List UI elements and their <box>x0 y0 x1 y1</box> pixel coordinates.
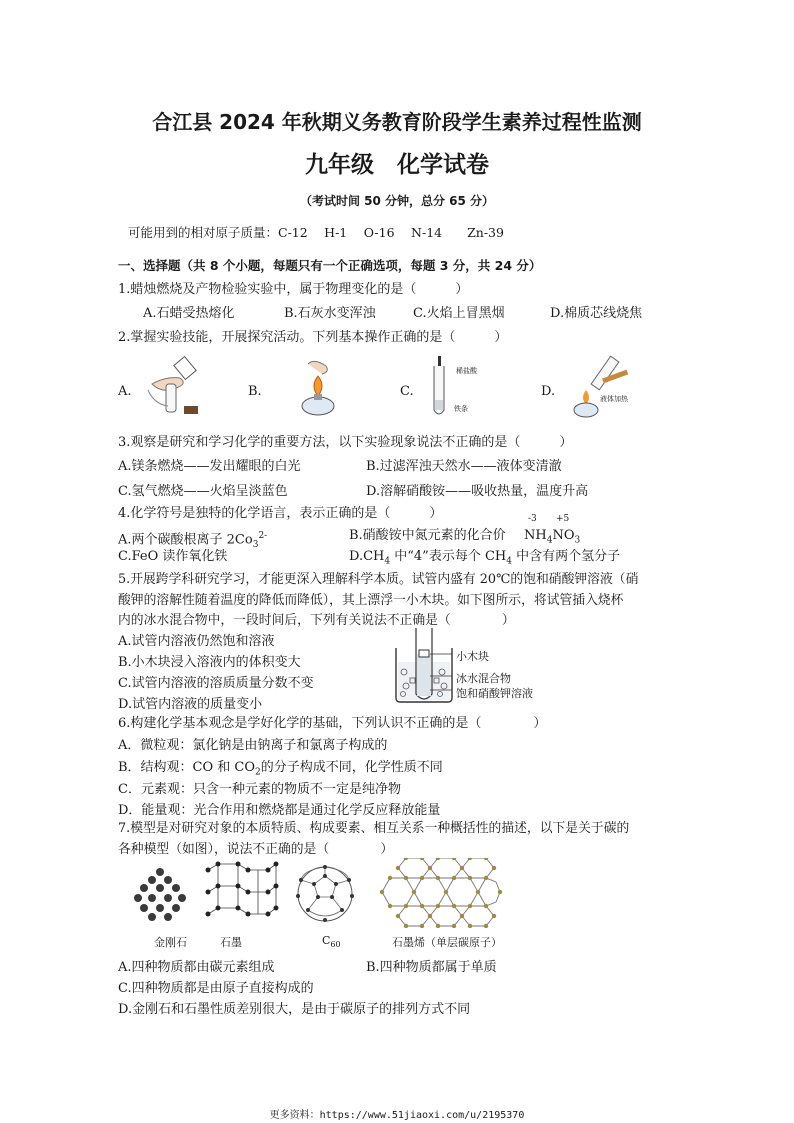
q1-option-b: B.石灰水变浑浊 <box>284 306 376 321</box>
q4-option-b: B.硝酸铵中氮元素的化合价 <box>349 528 506 543</box>
heating-liquid-illustration <box>566 354 632 420</box>
q5-option-c: C.试管内溶液的溶质质量分数不变 <box>118 676 314 691</box>
q2-option-d: D. <box>541 384 556 399</box>
test-tube-illustration <box>426 356 456 418</box>
q7-option-b: B.四种物质都属于单质 <box>366 960 497 975</box>
caption-diamond: 金刚石 <box>154 936 187 949</box>
q3-option-a: A.镁条燃烧——发出耀眼的白光 <box>118 459 301 474</box>
caption-graphene: 石墨烯（单层碳原子） <box>392 936 502 949</box>
q5-stem-line2: 酸钾的溶解性随着温度的降低而降低），其上漂浮一小木块。如下图所示，将试管插入烧杯 <box>118 593 624 608</box>
q1-option-c: C.火焰上冒黑烟 <box>413 306 505 321</box>
q4-formula-4: 4 <box>546 535 553 546</box>
q2-option-c: C. <box>400 384 414 399</box>
q6-option-b-1: B．结构观：CO 和 CO <box>118 760 256 775</box>
q4-option-c: C.FeO 读作氧化铁 <box>118 549 228 564</box>
label-ice-water-mixture: 冰水混合物 <box>456 672 511 685</box>
q4-oxidation-n1: -3 <box>528 514 537 524</box>
caption-c60-c: C <box>322 934 331 947</box>
q5-option-b: B.小木块浸入溶液内的体积变大 <box>118 655 301 670</box>
q7-option-d: D.金刚石和石墨性质差别很大，是由于碳原子的排列方式不同 <box>118 1002 471 1017</box>
q4-option-a-sub: 3 <box>252 539 259 550</box>
q4-stem: 4.化学符号是独特的化学语言，表示正确的是（ ） <box>118 506 443 521</box>
q7-option-c: C.四种物质都是由原子直接构成的 <box>118 981 314 996</box>
q3-option-c: C.氢气燃烧——火焰呈淡蓝色 <box>118 484 288 499</box>
label-iron-strip: 铁条 <box>454 405 468 413</box>
q1-option-d: D.棉质芯线烧焦 <box>550 306 643 321</box>
q5-stem-line1: 5.开展跨学科研究学习，才能更深入理解科学本质。试管内盛有 20℃的饱和硝酸钾溶液（硝 <box>118 572 639 587</box>
q4-option-d-sub1: 4 <box>384 556 391 567</box>
graphite-model-illustration <box>204 860 280 926</box>
q4-formula-nh: NH <box>524 528 547 543</box>
label-dilute-hcl: 稀盐酸 <box>456 367 477 375</box>
q3-option-d: D.溶解硝酸铵——吸收热量，温度升高 <box>366 484 589 499</box>
exam-info: （考试时间 50 分钟，总分 65 分） <box>299 194 495 208</box>
q7-stem-line2: 各种模型（如图），说法不正确的是（ ） <box>118 842 394 857</box>
c60-model-illustration <box>294 862 356 926</box>
q5-option-a: A.试管内溶液仍然饱和溶液 <box>118 634 275 649</box>
q5-option-d: D.试管内溶液的质量变小 <box>118 697 263 712</box>
q4-option-d-2: 中“4”表示每个 CH <box>390 549 507 564</box>
q4-formula-no: NO <box>552 528 575 543</box>
q6-stem: 6.构建化学基本观念是学好化学的基础，下列认识不正确的是（ ） <box>118 716 547 731</box>
exam-title: 合江县 2024 年秋期义务教育阶段学生素养过程性监测 <box>152 110 642 134</box>
q4-oxidation-n2: +5 <box>556 514 570 524</box>
q2-stem: 2.掌握实验技能，开展探究活动。下列基本操作正确的是（ ） <box>118 330 508 345</box>
q4-ammonium-nitrate-formula <box>524 528 580 549</box>
q4-option-d-1: D.CH <box>349 549 385 564</box>
q4-formula-3: 3 <box>574 535 581 546</box>
q1-option-a: A.石蜡受热熔化 <box>143 306 235 321</box>
q7-option-a: A.四种物质都由碳元素组成 <box>118 960 275 975</box>
q6-option-b-sub: 2 <box>255 767 261 778</box>
footer-more-resources-link[interactable]: 更多资料：https://www.51jiaoxi.com/u/2195370 <box>269 1110 525 1121</box>
caption-graphite: 石墨 <box>220 936 242 949</box>
label-liquid-heating: 液体加热 <box>600 395 628 403</box>
q7-stem-line1: 7.模型是对研究对象的本质特质、构成要素、相互关系一种概括性的描述，以下是关于碳的 <box>118 821 630 836</box>
beaker-label-lines <box>430 650 454 696</box>
q4-option-d-sub2: 4 <box>506 556 512 567</box>
atomic-masses: 可能用到的相对原子质量：C-12 H-1 O-16 N-14 Zn-39 <box>128 225 504 240</box>
q4-option-a-sup: 2- <box>258 531 268 541</box>
q4-option-d-3: 中含有两个氢分子 <box>511 549 621 564</box>
q1-stem: 1.蜡烛燃烧及产物检验实验中，属于物理变化的是（ ） <box>118 282 469 297</box>
q4-option-a-text: A.两个碳酸根离子 2Co <box>118 532 253 548</box>
exam-subtitle: 九年级 化学试卷 <box>305 151 489 178</box>
label-small-wood-block: 小木块 <box>456 650 489 663</box>
caption-c60-sub: 60 <box>330 940 341 950</box>
section-1-heading: 一、选择题（共 8 个小题，每题只有一个正确选项，每题 3 分，共 24 分） <box>118 258 542 273</box>
label-saturated-kno3-solution: 饱和硝酸钾溶液 <box>456 687 533 700</box>
diamond-model-illustration <box>130 866 192 924</box>
q2-option-a: A. <box>118 384 132 399</box>
q6-option-c: C．元素观：只含一种元素的物质不一定是纯净物 <box>118 782 401 797</box>
q6-option-a: A．微粒观：氯化钠是由钠离子和氯离子构成的 <box>118 738 388 753</box>
q3-option-b: B.过滤浑浊天然水——液体变清澈 <box>366 459 562 474</box>
q6-option-b-2: 的分子构成不同，化学性质不同 <box>260 760 443 775</box>
graphene-model-illustration <box>372 858 504 928</box>
q2-option-b: B. <box>248 384 262 399</box>
q4-option-d <box>349 549 620 570</box>
caption-c60 <box>322 934 341 949</box>
q6-option-b <box>118 760 443 781</box>
q3-stem: 3.观察是研究和学习化学的重要方法，以下实验现象说法不正确的是（ ） <box>118 435 573 450</box>
pouring-liquid-illustration <box>140 356 215 416</box>
alcohol-lamp-illustration <box>288 356 348 418</box>
q5-stem-line3: 内的冰水混合物中，一段时间后，下列有关说法不正确是（ ） <box>118 613 515 628</box>
q6-option-d: D．能量观：光合作用和燃烧都是通过化学反应释放能量 <box>118 803 441 818</box>
